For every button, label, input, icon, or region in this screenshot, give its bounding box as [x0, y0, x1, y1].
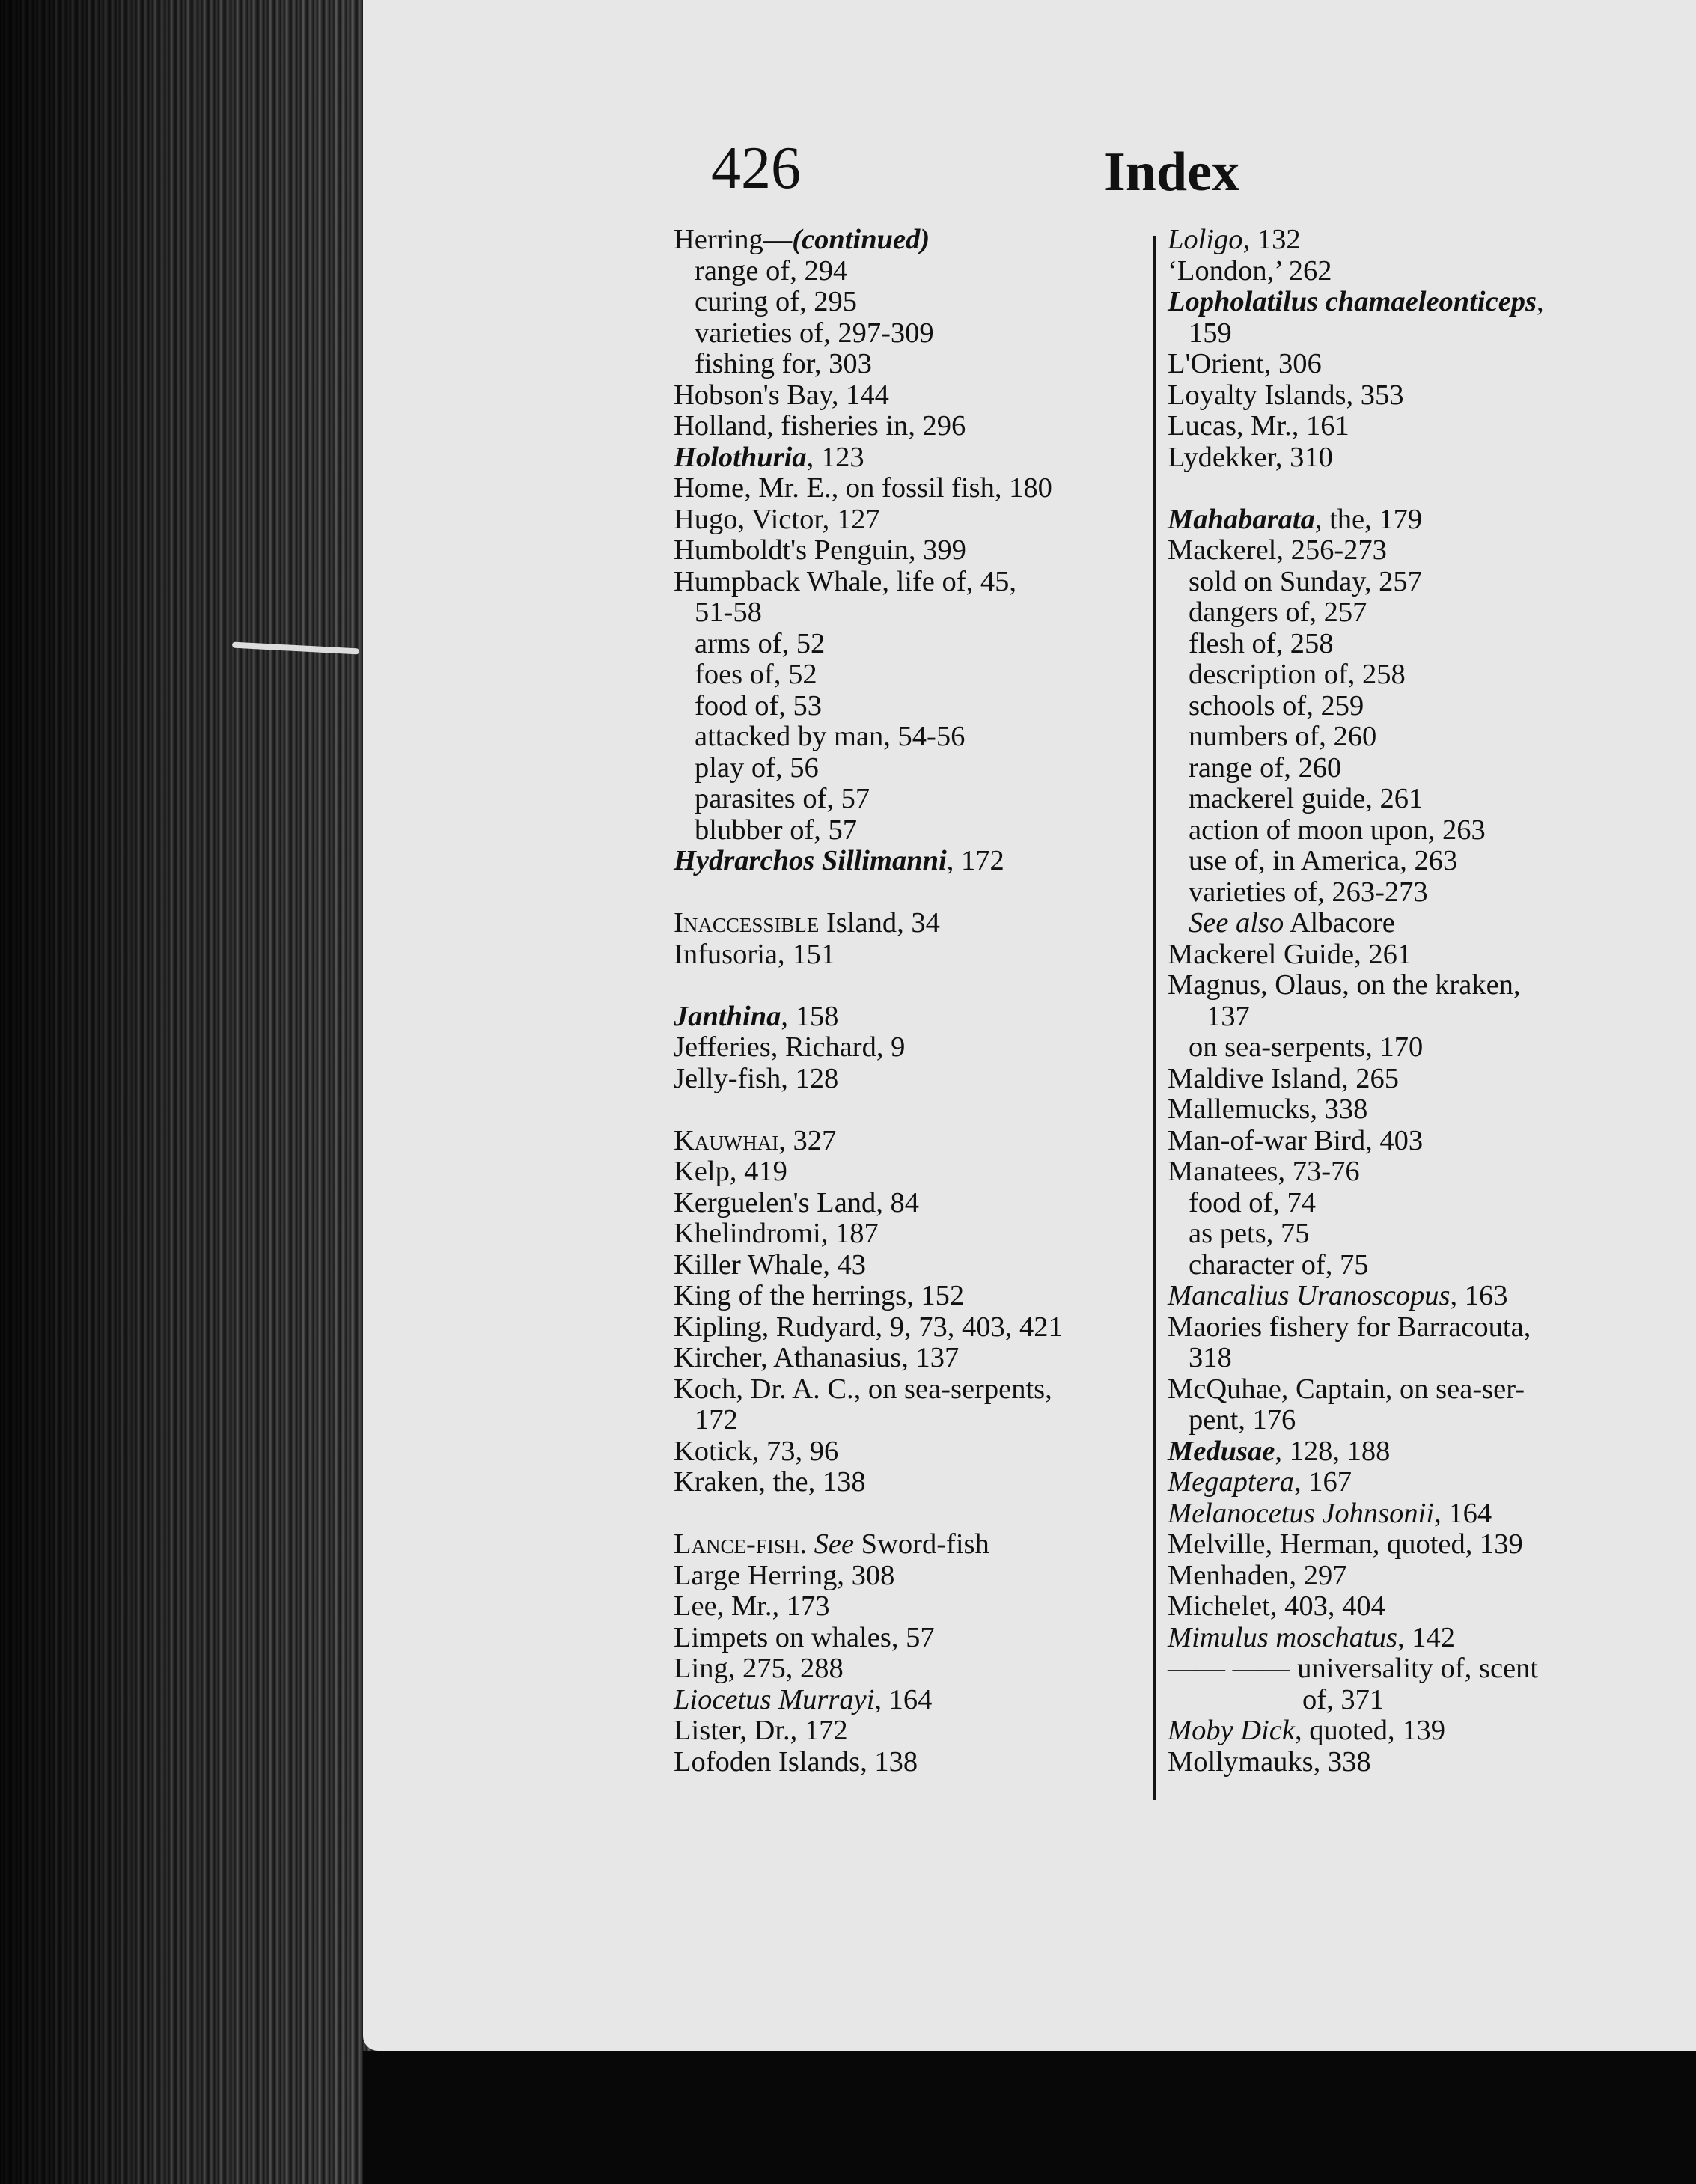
- index-entry: [1168, 1498, 1632, 1530]
- index-entry-text: foes of, 52: [695, 659, 817, 690]
- index-entry-text: Mollymauks, 338: [1168, 1745, 1371, 1778]
- index-entry: [674, 225, 1153, 256]
- index-entry-text: Ling, 275, 288: [674, 1653, 844, 1684]
- index-entry: [1168, 1156, 1632, 1188]
- index-entry-text: Loyalty Islands, 353: [1168, 379, 1404, 411]
- index-entry-text: character of, 75: [1189, 1248, 1369, 1281]
- index-entry: [674, 939, 1153, 971]
- index-entry-text: food of, 53: [695, 689, 823, 722]
- index-entry-text: Koch, Dr. A. C., on sea-serpents,: [674, 1373, 1052, 1405]
- index-entry-text: Loligo: [1168, 224, 1243, 255]
- index-entry-text: Menhaden, 297: [1168, 1559, 1347, 1591]
- index-entry: [674, 1685, 1153, 1716]
- index-entry: [674, 1001, 1153, 1033]
- index-entry: [674, 1374, 1153, 1406]
- index-entry-text: Lucas, Mr., 161: [1168, 410, 1349, 442]
- index-entry: [674, 1126, 1153, 1157]
- index-entry-text: fishing for, 303: [695, 348, 872, 379]
- index-entry: [674, 380, 1153, 412]
- index-subentry: [1168, 1188, 1632, 1219]
- index-entry-text: Megaptera: [1168, 1466, 1294, 1498]
- index-entry-text: McQuhae, Captain, on sea-ser-: [1168, 1373, 1525, 1405]
- index-entry: [1168, 1281, 1632, 1312]
- index-subentry: [1168, 877, 1632, 909]
- index-entry-text: 137: [1207, 1000, 1250, 1032]
- index-subentry: [1168, 846, 1632, 877]
- index-subentry: [674, 287, 1153, 318]
- index-entry-text: Melanocetus Johnsonii: [1168, 1497, 1435, 1529]
- index-entry: [1168, 380, 1632, 412]
- index-column-left: [674, 225, 1153, 1778]
- index-entry: [1168, 1374, 1632, 1406]
- index-entry-text: pent, 176: [1189, 1404, 1296, 1436]
- index-entry: [1168, 1467, 1632, 1498]
- index-entry: [674, 1591, 1153, 1623]
- index-entry-text: , the, 179: [1314, 503, 1423, 535]
- index-spacer: [674, 1094, 1153, 1126]
- index-entry: [674, 846, 1153, 877]
- index-entry-text: Maldive Island, 265: [1168, 1062, 1400, 1094]
- page-bottom-shadow: [363, 2051, 1696, 2184]
- index-entry: [674, 504, 1153, 536]
- index-entry: [1168, 504, 1632, 536]
- index-subentry: [1168, 659, 1632, 691]
- index-subentry: [674, 815, 1153, 847]
- index-column-right: [1168, 225, 1632, 1778]
- index-spacer: [674, 970, 1153, 1001]
- index-entry-text: food of, 74: [1189, 1186, 1317, 1218]
- index-entry-text: Humboldt's Penguin, 399: [674, 534, 966, 566]
- index-subentry: [1168, 753, 1632, 784]
- index-subentry: [674, 318, 1153, 350]
- index-entry: [1168, 1126, 1632, 1157]
- index-entry-text: Mackerel Guide, 261: [1168, 938, 1412, 970]
- index-entry: [1168, 939, 1632, 971]
- index-subentry: [1168, 722, 1632, 753]
- index-entry: [674, 1218, 1153, 1250]
- index-entry-text: See: [814, 1528, 855, 1560]
- index-entry: [1168, 1529, 1632, 1561]
- index-entry-text: , 164: [1434, 1497, 1492, 1529]
- index-entry-text: Medusae: [1168, 1435, 1275, 1467]
- index-entry-text: Killer Whale, 43: [674, 1248, 866, 1281]
- index-entry-text: Sword-fish: [854, 1528, 989, 1560]
- index-entry-text: Man-of-war Bird, 403: [1168, 1124, 1424, 1156]
- index-entry-text: , 327: [778, 1124, 837, 1156]
- index-entry-text: , 132: [1242, 224, 1301, 255]
- index-entry-text: Humpback Whale, life of, 45,: [674, 565, 1016, 597]
- index-entry-text: , 142: [1397, 1621, 1455, 1653]
- index-entry-text: varieties of, 297-309: [695, 317, 934, 349]
- index-spacer: [1168, 473, 1632, 504]
- index-subentry: [1168, 1250, 1632, 1281]
- index-entry-text: Hydrarchos Sillimanni: [674, 845, 947, 876]
- index-entry-text: Maories fishery for Barracouta,: [1168, 1311, 1531, 1343]
- index-entry-text: dangers of, 257: [1189, 597, 1367, 628]
- index-entry: [674, 567, 1153, 598]
- index-subentry: [1168, 908, 1632, 939]
- index-entry-text: numbers of, 260: [1189, 721, 1377, 752]
- index-entry: [674, 1529, 1153, 1561]
- index-entry-text: Mallemucks, 338: [1168, 1093, 1368, 1125]
- index-entry-text: as pets, 75: [1189, 1218, 1310, 1249]
- index-entry-text: See also: [1189, 907, 1284, 939]
- index-entry: [1168, 1436, 1632, 1468]
- spine-shadow: [0, 0, 419, 2184]
- index-entry: [1168, 970, 1632, 1001]
- index-entry: [674, 1467, 1153, 1498]
- index-entry-text: parasites of, 57: [695, 783, 870, 814]
- index-entry-text: Mimulus moschatus: [1168, 1621, 1397, 1653]
- index-subentry: [1168, 1405, 1632, 1436]
- index-entry: [674, 1064, 1153, 1095]
- index-entry: [1168, 442, 1632, 474]
- index-entry-text: Lee, Mr., 173: [674, 1590, 830, 1622]
- index-entry: [1168, 1623, 1632, 1654]
- index-entry-text: Kerguelen's Land, 84: [674, 1186, 920, 1218]
- index-entry: [674, 1653, 1153, 1685]
- index-entry-text: , 172: [946, 845, 1004, 876]
- index-entry-text: Island, 34: [819, 907, 940, 939]
- index-subentry: [674, 722, 1153, 753]
- index-entry-text: Magnus, Olaus, on the kraken,: [1168, 969, 1521, 1001]
- index-entry: [674, 1250, 1153, 1281]
- index-entry-text: action of moon upon, 263: [1189, 814, 1486, 846]
- index-entry-text: range of, 294: [695, 254, 848, 287]
- page-number: 426: [711, 135, 801, 201]
- index-entry-text: —— —— universality of, scent: [1168, 1653, 1539, 1684]
- index-entry: [674, 1312, 1153, 1343]
- index-entry-text: Holothuria: [674, 441, 807, 473]
- index-entry-text: Manatees, 73-76: [1168, 1156, 1360, 1187]
- index-entry: [674, 411, 1153, 442]
- index-subentry: [1168, 1685, 1632, 1716]
- index-subentry: [1168, 629, 1632, 660]
- index-subentry: [674, 256, 1153, 287]
- index-entry-text: , 163: [1450, 1280, 1508, 1311]
- index-spacer: [674, 877, 1153, 909]
- index-entry: [674, 473, 1153, 504]
- index-entry-text: Kauwhai: [674, 1124, 779, 1156]
- index-entry: [1168, 287, 1632, 318]
- index-entry-text: sold on Sunday, 257: [1189, 565, 1422, 597]
- index-entry: [1168, 535, 1632, 567]
- index-entry-text: Jefferies, Richard, 9: [674, 1031, 906, 1063]
- index-entry-text: curing of, 295: [695, 286, 858, 317]
- index-subentry: [1168, 1032, 1632, 1064]
- index-entry-text: blubber of, 57: [695, 814, 858, 846]
- index-entry-text: schools of, 259: [1189, 689, 1364, 722]
- index-entry: [1168, 349, 1632, 380]
- index-entry: [674, 1188, 1153, 1219]
- index-entry: [674, 908, 1153, 939]
- page-title: Index: [1104, 141, 1239, 203]
- index-entry-text: , quoted, 139: [1294, 1715, 1446, 1746]
- index-subentry: [1168, 318, 1632, 350]
- index-entry-text: ,: [1537, 286, 1544, 317]
- index-subentry: [1168, 1001, 1632, 1033]
- index-subentry: [674, 629, 1153, 660]
- index-entry-text: Kraken, the, 138: [674, 1466, 866, 1498]
- index-entry-text: Lance-fish.: [674, 1528, 807, 1560]
- index-entry-text: Home, Mr. E., on fossil fish, 180: [674, 472, 1052, 504]
- index-entry: [1168, 1094, 1632, 1126]
- index-entry-text: Kotick, 73, 96: [674, 1435, 839, 1467]
- index-entry-text: , 158: [781, 1000, 839, 1032]
- index-entry: [674, 1715, 1153, 1747]
- index-entry-text: Hugo, Victor, 127: [674, 503, 880, 535]
- index-entry-text: play of, 56: [695, 751, 819, 784]
- index-subentry: [1168, 815, 1632, 847]
- index-subentry: [1168, 1343, 1632, 1374]
- index-entry: [1168, 1653, 1632, 1685]
- index-entry-text: varieties of, 263-273: [1189, 876, 1428, 908]
- index-entry-text: flesh of, 258: [1189, 627, 1334, 659]
- index-entry-text: Mancalius Uranoscopus: [1168, 1280, 1451, 1311]
- index-entry: [1168, 411, 1632, 442]
- index-entry-text: Inaccessible: [674, 907, 820, 939]
- index-entry: [674, 1561, 1153, 1592]
- index-entry-text: Jelly-fish, 128: [674, 1062, 839, 1094]
- index-entry: [674, 1343, 1153, 1374]
- index-entry-text: Holland, fisheries in, 296: [674, 410, 966, 442]
- index-entry-text: Lister, Dr., 172: [674, 1715, 848, 1746]
- index-subentry: [674, 349, 1153, 380]
- index-entry: [674, 1032, 1153, 1064]
- index-entry-text: on sea-serpents, 170: [1189, 1031, 1424, 1063]
- index-entry: [674, 1281, 1153, 1312]
- index-entry: [1168, 1064, 1632, 1095]
- index-subentry: [674, 1405, 1153, 1436]
- index-entry-text: use of, in America, 263: [1189, 845, 1458, 876]
- index-entry: [674, 535, 1153, 567]
- column-divider: [1153, 236, 1156, 1800]
- index-subentry: [674, 659, 1153, 691]
- index-entry: [674, 442, 1153, 474]
- index-entry-text: Melville, Herman, quoted, 139: [1168, 1528, 1523, 1560]
- index-subentry: [674, 784, 1153, 815]
- index-entry-text: Kelp, 419: [674, 1156, 787, 1187]
- index-entry-text: , 164: [874, 1683, 933, 1715]
- index-entry-text: range of, 260: [1189, 751, 1342, 784]
- index-entry-text: Kipling, Rudyard, 9, 73, 403, 421: [674, 1311, 1063, 1343]
- index-subentry: [1168, 784, 1632, 815]
- index-entry-text: (continued): [792, 224, 930, 255]
- index-subentry: [1168, 597, 1632, 629]
- index-entry: [674, 1747, 1153, 1778]
- index-entry: [1168, 1591, 1632, 1623]
- index-entry-text: 51-58: [695, 597, 762, 628]
- index-entry-text: Albacore: [1284, 907, 1395, 939]
- index-entry-text: Lofoden Islands, 138: [674, 1745, 918, 1778]
- index-entry-text: Limpets on whales, 57: [674, 1621, 935, 1653]
- index-entry-text: Herring—: [674, 224, 793, 255]
- index-entry-text: [807, 1528, 814, 1560]
- index-entry-text: , 128, 188: [1275, 1435, 1391, 1467]
- index-entry-text: Kircher, Athanasius, 137: [674, 1342, 960, 1373]
- index-entry-text: Infusoria, 151: [674, 938, 835, 970]
- index-spacer: [674, 1498, 1153, 1530]
- index-entry-text: Michelet, 403, 404: [1168, 1590, 1385, 1622]
- index-entry-text: , 167: [1293, 1466, 1352, 1498]
- index-entry-text: 172: [695, 1404, 738, 1436]
- index-entry-text: , 123: [806, 441, 864, 473]
- index-subentry: [674, 753, 1153, 784]
- index-entry: [674, 1436, 1153, 1468]
- index-entry-text: description of, 258: [1189, 659, 1406, 690]
- index-entry: [674, 1156, 1153, 1188]
- index-entry: [674, 1623, 1153, 1654]
- index-entry-text: Khelindromi, 187: [674, 1218, 879, 1249]
- index-entry-text: mackerel guide, 261: [1189, 783, 1424, 814]
- index-entry-text: of, 371: [1302, 1683, 1385, 1715]
- index-subentry: [1168, 567, 1632, 598]
- index-entry-text: Hobson's Bay, 144: [674, 379, 889, 411]
- index-entry-text: Large Herring, 308: [674, 1559, 895, 1591]
- index-entry-text: Moby Dick: [1168, 1715, 1295, 1746]
- index-entry-text: attacked by man, 54-56: [695, 721, 966, 752]
- index-subentry: [674, 597, 1153, 629]
- index-entry: [1168, 1747, 1632, 1778]
- index-subentry: [674, 691, 1153, 722]
- index-entry-text: ‘London,’ 262: [1168, 254, 1332, 287]
- index-entry-text: Lopholatilus chamaeleonticeps: [1168, 286, 1537, 317]
- index-subentry: [1168, 691, 1632, 722]
- index-entry-text: Mahabarata: [1168, 503, 1315, 535]
- index-entry: [1168, 225, 1632, 256]
- index-entry-text: 318: [1189, 1342, 1232, 1373]
- index-entry: [1168, 1561, 1632, 1592]
- index-entry-text: Lydekker, 310: [1168, 441, 1333, 473]
- index-entry: [1168, 1312, 1632, 1343]
- index-entry: [1168, 1715, 1632, 1747]
- index-subentry: [1168, 1218, 1632, 1250]
- index-entry-text: Mackerel, 256-273: [1168, 534, 1387, 566]
- index-entry-text: L'Orient, 306: [1168, 348, 1322, 379]
- index-entry-text: Janthina: [674, 1000, 781, 1032]
- index-entry: [1168, 256, 1632, 287]
- index-entry-text: Liocetus Murrayi: [674, 1683, 875, 1715]
- index-entry-text: arms of, 52: [695, 627, 826, 659]
- index-entry-text: King of the herrings, 152: [674, 1280, 965, 1311]
- index-entry-text: 159: [1189, 317, 1232, 349]
